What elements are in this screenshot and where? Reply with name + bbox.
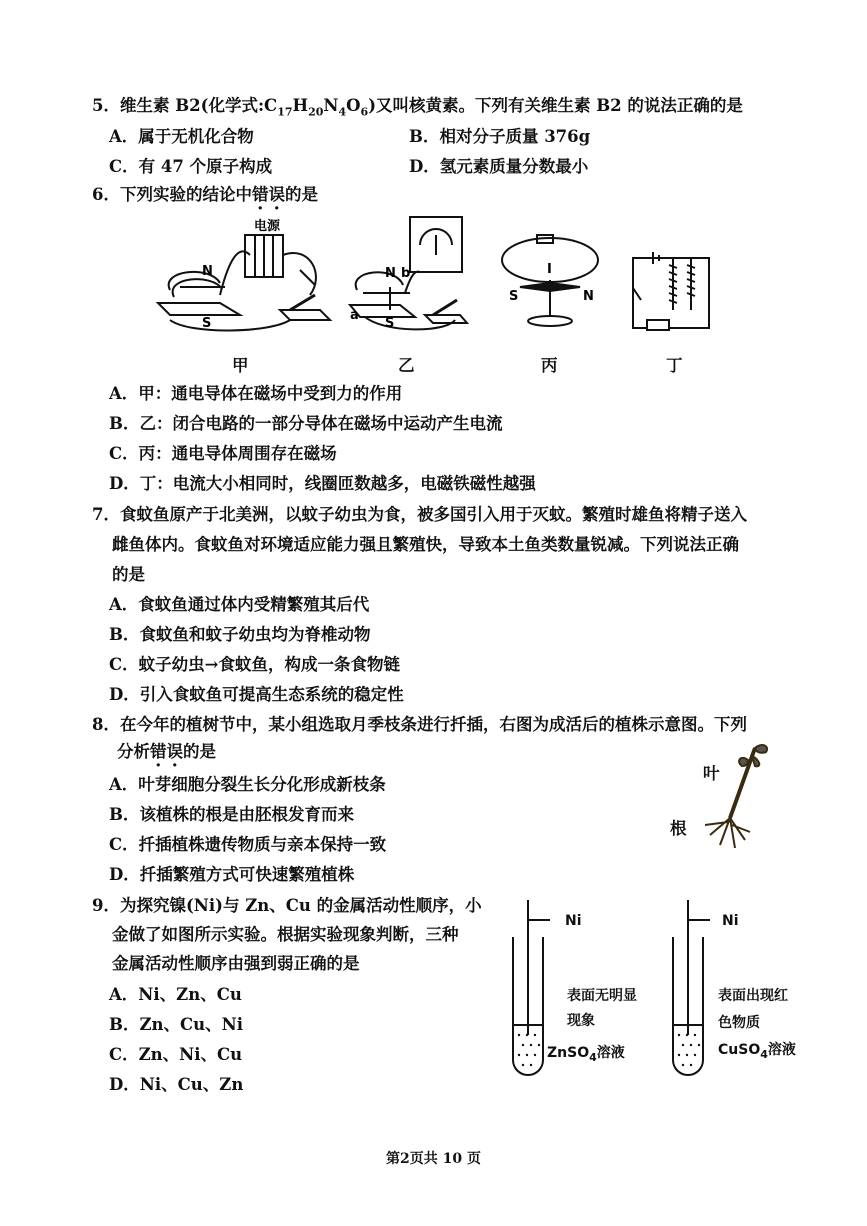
q5-n: N xyxy=(323,96,339,115)
q8-option-c: C．扦插植株遗传物质与亲本保持一致 xyxy=(109,835,387,854)
q9-option-b: B．Zn、Cu、Ni xyxy=(109,1015,243,1034)
q8-plant-figure xyxy=(700,740,780,855)
q9-stem-line2: 金做了如图所示实验。根据实验现象判断，三种 xyxy=(112,925,459,944)
tube1-metal-label: Ni xyxy=(565,913,582,929)
power-label: 电源 xyxy=(254,219,281,234)
s-pole-label: S xyxy=(202,316,212,331)
tube2-obs-line1: 表面出现红 xyxy=(718,988,788,1004)
q9-stem-line1: 9．为探究镍(Ni)与 Zn、Cu 的金属活动性顺序，小 xyxy=(92,896,482,915)
q6-figure-yi xyxy=(345,215,475,335)
q5-stem-post: )又叫核黄素。下列有关维生素 B2 的说法正确的是 xyxy=(368,96,743,115)
q5-option-c: C．有 47 个原子构成 xyxy=(109,157,273,176)
tube2-metal-label: Ni xyxy=(722,913,739,929)
q8-stem-post: 的是 xyxy=(183,742,216,761)
q7-option-c: C．蚊子幼虫→食蚊鱼，构成一条食物链 xyxy=(109,655,400,674)
fig-label-bing: 丙 xyxy=(541,356,558,375)
s-pole-label-2: S xyxy=(385,316,395,331)
fig-label-jia: 甲 xyxy=(232,356,249,375)
q6-figure-jia xyxy=(150,215,340,335)
q6-figure-ding xyxy=(625,250,715,335)
q5-option-a: A．属于无机化合物 xyxy=(109,127,254,146)
q5-sub-n: 4 xyxy=(338,105,347,119)
n-pole-label-3: N xyxy=(583,289,594,304)
tube1-obs-line1: 表面无明显 xyxy=(567,988,637,1004)
q6-option-c: C．丙：通电导体周围存在磁场 xyxy=(109,444,337,463)
tube2-solution-post: 溶液 xyxy=(767,1042,796,1058)
n-pole-label: N xyxy=(202,264,213,279)
q5-sub-c: 17 xyxy=(277,105,293,119)
q6-stem xyxy=(92,184,318,206)
q8-option-a: A．叶芽细胞分裂生长分化形成新枝条 xyxy=(109,775,386,794)
q6-stem-pre: 6．下列实验的结论中 xyxy=(92,185,252,204)
tube2-solution xyxy=(718,1039,796,1066)
q8-stem-pre: 分析 xyxy=(117,742,150,761)
tube1-solution-pre: ZnSO xyxy=(547,1045,590,1061)
q8-emph-1: 错 xyxy=(150,742,167,761)
tube1-solution-sub: 4 xyxy=(589,1050,597,1064)
q9-option-c: C．Zn、Ni、Cu xyxy=(109,1045,243,1064)
q6-figure-bing xyxy=(495,225,605,335)
plant-root-label: 根 xyxy=(670,819,687,838)
q5-stem-pre: 5．维生素 B2(化学式:C xyxy=(92,96,278,115)
q5-option-d: D．氢元素质量分数最小 xyxy=(409,157,589,176)
tube1-solution xyxy=(547,1042,625,1069)
q5-option-b: B．相对分子质量 376g xyxy=(409,127,591,146)
fig-label-ding: 丁 xyxy=(666,356,683,375)
q5-o: O xyxy=(346,96,361,115)
q8-stem-line2 xyxy=(117,741,216,763)
q5-sub-o: 6 xyxy=(360,105,369,119)
q7-option-a: A．食蚊鱼通过体内受精繁殖其后代 xyxy=(109,595,370,614)
n-pole-label-2: N xyxy=(385,266,396,281)
a-label: a xyxy=(350,308,359,323)
q7-stem-line2: 雌鱼体内。食蚊鱼对环境适应能力强且繁殖快，导致本土鱼类数量锐减。下列说法正确 xyxy=(112,535,739,554)
q8-option-d: D．扦插繁殖方式可快速繁殖植株 xyxy=(109,865,355,884)
tube2-solution-sub: 4 xyxy=(760,1047,768,1061)
q6-stem-post: 的是 xyxy=(284,185,318,204)
q9-tube-2 xyxy=(665,895,725,1080)
q9-stem-line3: 金属活动性顺序由强到弱正确的是 xyxy=(112,954,360,973)
q7-stem-line1: 7．食蚊鱼原产于北美洲，以蚊子幼虫为食，被多国引入用于灭蚊。繁殖时雄鱼将精子送入 xyxy=(92,505,747,524)
tube2-solution-pre: CuSO xyxy=(718,1042,761,1058)
b-label: b xyxy=(401,266,411,281)
q5-h: H xyxy=(292,96,309,115)
tube1-solution-post: 溶液 xyxy=(596,1045,625,1061)
page-footer: 第2页共 10 页 xyxy=(386,1151,481,1167)
q8-stem-line1: 8．在今年的植树节中，某小组选取月季枝条进行扦插，右图为成活后的植株示意图。下列 xyxy=(92,715,747,734)
q7-stem-line3: 的是 xyxy=(112,565,145,584)
q7-option-b: B．食蚊鱼和蚊子幼虫均为脊椎动物 xyxy=(109,625,371,644)
fig-label-yi: 乙 xyxy=(398,356,415,375)
current-label: I xyxy=(547,262,552,277)
q8-option-b: B．该植株的根是由胚根发育而来 xyxy=(109,805,354,824)
tube1-obs-line2: 现象 xyxy=(567,1013,595,1029)
q9-option-a: A．Ni、Zn、Cu xyxy=(109,985,242,1004)
q6-option-a: A．甲：通电导体在磁场中受到力的作用 xyxy=(109,384,403,403)
q6-emph-2: 误 xyxy=(268,185,285,204)
plant-leaf-label: 叶 xyxy=(703,764,720,783)
tube2-obs-line2: 色物质 xyxy=(718,1015,760,1031)
q9-option-d: D．Ni、Cu、Zn xyxy=(109,1075,244,1094)
q6-emph-1: 错 xyxy=(251,185,269,204)
q7-option-d: D．引入食蚊鱼可提高生态系统的稳定性 xyxy=(109,685,404,704)
s-pole-label-3: S xyxy=(509,289,519,304)
q6-option-d: D．丁：电流大小相同时，线圈匝数越多，电磁铁磁性越强 xyxy=(109,474,536,493)
q5-sub-h: 20 xyxy=(308,105,324,119)
q5-stem xyxy=(92,95,743,123)
q8-emph-2: 误 xyxy=(166,742,183,761)
q6-option-b: B．乙：闭合电路的一部分导体在磁场中运动产生电流 xyxy=(109,414,503,433)
